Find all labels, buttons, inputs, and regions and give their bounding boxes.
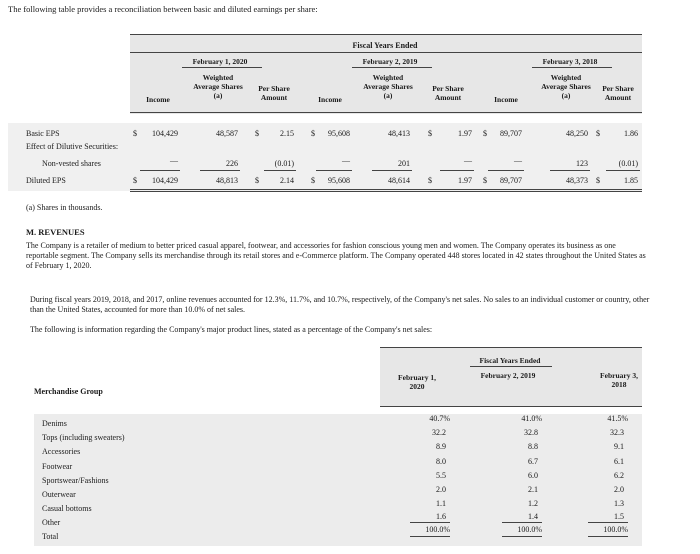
col-pershare-2: Per Share Amount xyxy=(432,84,464,102)
col-shares-2: Weighted Average Shares (a) xyxy=(363,73,413,100)
rule xyxy=(316,170,352,171)
sym: $ xyxy=(483,129,487,138)
col-income-1: Income xyxy=(146,95,170,104)
rule xyxy=(470,366,552,367)
nonvested-pershare-1: (0.01) xyxy=(274,159,294,168)
merch-row-label: Accessories xyxy=(42,447,81,456)
col-shares-1: Weighted Average Shares (a) xyxy=(193,73,243,100)
merch-v3: 9.1 xyxy=(614,442,624,451)
nonvested-income-2: — xyxy=(342,156,350,165)
merch-v3: 2.0 xyxy=(614,485,624,494)
section-title: M. REVENUES xyxy=(26,227,85,237)
revenues-paragraph-2: During fiscal years 2019, 2018, and 2017, online revenues accounted for 12.3%, 11.7%, and 10.7%, respectively, of the Company's net sales. No sales to an individual customer or country, other than the United States, accounted for more than 10.0% of net sales. xyxy=(30,295,650,314)
merch-v1: 40.7% xyxy=(429,414,450,423)
merch-v1: 32.2 xyxy=(432,428,446,437)
nonvested-shares-2: 201 xyxy=(398,159,410,168)
merch-v2: 32.8 xyxy=(524,428,538,437)
merch-col-1: February 1, 2020 xyxy=(398,373,436,391)
merch-row-label: Other xyxy=(42,518,61,527)
merch-row-label: Casual bottoms xyxy=(42,504,92,513)
nonvested-pershare-2: — xyxy=(464,156,472,165)
merch-v3: 1.3 xyxy=(614,499,624,508)
merch-row-label: Footwear xyxy=(42,462,73,471)
rule xyxy=(488,170,524,171)
dilutive-label: Effect of Dilutive Securities: xyxy=(26,142,119,151)
rule xyxy=(502,522,542,523)
merch-v3-total: 100.0% xyxy=(603,525,628,534)
diluted-pershare-3: 1.85 xyxy=(624,176,638,185)
diluted-pershare-1: 2.14 xyxy=(280,176,294,185)
col-income-2: Income xyxy=(318,95,342,104)
col-shares-3: Weighted Average Shares (a) xyxy=(541,73,591,100)
merch-v1: 2.0 xyxy=(436,485,446,494)
basic-income-3: 89,707 xyxy=(500,129,522,138)
rule xyxy=(550,170,590,171)
eps-period-2: February 2, 2019 xyxy=(362,57,418,66)
diluted-shares-1: 48,813 xyxy=(216,176,238,185)
merch-v2-total: 100.0% xyxy=(517,525,542,534)
basic-pershare-2: 1.97 xyxy=(458,129,472,138)
merch-row-label: Denims xyxy=(42,419,67,428)
merch-v1-total: 100.0% xyxy=(425,525,450,534)
basic-pershare-3: 1.86 xyxy=(624,129,638,138)
sym: $ xyxy=(428,176,432,185)
merch-v2: 41.0% xyxy=(521,414,542,423)
col-income-3: Income xyxy=(494,95,518,104)
merch-super-header: Fiscal Years Ended xyxy=(479,356,541,365)
merch-v3: 32.3 xyxy=(610,428,624,437)
diluted-pershare-2: 1.97 xyxy=(458,176,472,185)
sym: $ xyxy=(255,176,259,185)
merch-v2: 2.1 xyxy=(528,485,538,494)
basic-income-2: 95,608 xyxy=(328,129,350,138)
merch-v3: 6.2 xyxy=(614,471,624,480)
merch-v2: 1.2 xyxy=(528,499,538,508)
basic-shares-2: 48,413 xyxy=(388,129,410,138)
merch-v1: 5.5 xyxy=(436,471,446,480)
rule xyxy=(264,170,296,171)
intro-text: The following table provides a reconciliation between basic and diluted earnings per share: xyxy=(8,4,318,14)
basic-pershare-1: 2.15 xyxy=(280,129,294,138)
merch-row-label-total: Total xyxy=(42,532,59,541)
eps-period-1: February 1, 2020 xyxy=(192,57,248,66)
diluted-shares-2: 48,614 xyxy=(388,176,410,185)
basic-income-1: 104,429 xyxy=(152,129,178,138)
nonvested-pershare-3: (0.01) xyxy=(618,159,638,168)
rule xyxy=(130,52,642,53)
sym: $ xyxy=(483,176,487,185)
rule xyxy=(440,170,474,171)
rule xyxy=(182,67,262,68)
rule xyxy=(588,536,628,537)
revenues-paragraph-3: The following is information regarding the Company's major product lines, stated as a percentage of the Company's net sales: xyxy=(30,325,433,334)
rule xyxy=(606,170,640,171)
rule xyxy=(380,406,642,407)
nonvested-income-1: — xyxy=(170,156,178,165)
merch-v3: 1.5 xyxy=(614,512,624,521)
sym: $ xyxy=(428,129,432,138)
merch-v3: 6.1 xyxy=(614,457,624,466)
merch-row-label: Sportswear/Fashions xyxy=(42,476,109,485)
rule xyxy=(410,536,450,537)
diluted-shares-3: 48,373 xyxy=(566,176,588,185)
nonvested-shares-3: 123 xyxy=(576,159,588,168)
rule xyxy=(532,67,612,68)
footnote: (a) Shares in thousands. xyxy=(26,203,103,212)
rule xyxy=(140,170,180,171)
sym: $ xyxy=(255,129,259,138)
diluted-income-1: 104,429 xyxy=(152,176,178,185)
merch-v1: 8.9 xyxy=(436,442,446,451)
sym: $ xyxy=(596,176,600,185)
sym: $ xyxy=(311,176,315,185)
rule xyxy=(380,347,642,348)
nonvested-shares-1: 226 xyxy=(226,159,238,168)
merch-col-2: February 2, 2019 xyxy=(480,371,536,380)
rule xyxy=(200,170,240,171)
sym: $ xyxy=(311,129,315,138)
merch-v1: 8.0 xyxy=(436,457,446,466)
diluted-income-3: 89,707 xyxy=(500,176,522,185)
merch-col-3: February 3, 2018 xyxy=(600,371,638,389)
row-label-nonvested: Non-vested shares xyxy=(42,159,101,168)
basic-shares-3: 48,250 xyxy=(566,129,588,138)
rule xyxy=(130,34,642,35)
col-pershare-1: Per Share Amount xyxy=(258,84,290,102)
merch-v2: 1.4 xyxy=(528,512,538,521)
rule xyxy=(410,522,450,523)
merch-v2: 6.0 xyxy=(528,471,538,480)
col-pershare-3: Per Share Amount xyxy=(602,84,634,102)
nonvested-income-3: — xyxy=(514,156,522,165)
merch-v1: 1.6 xyxy=(436,512,446,521)
rule xyxy=(372,170,412,171)
eps-period-3: February 3, 2018 xyxy=(542,57,598,66)
rule xyxy=(588,522,628,523)
row-label-diluted: Diluted EPS xyxy=(26,176,66,185)
merch-row-label: Outerwear xyxy=(42,490,76,499)
row-label-basic: Basic EPS xyxy=(26,129,60,138)
rule xyxy=(130,191,642,192)
merch-v2: 8.8 xyxy=(528,442,538,451)
rule xyxy=(502,536,542,537)
merch-v2: 6.7 xyxy=(528,457,538,466)
merch-group-header: Merchandise Group xyxy=(34,387,103,396)
rule xyxy=(130,189,642,190)
diluted-income-2: 95,608 xyxy=(328,176,350,185)
merch-row-label: Tops (including sweaters) xyxy=(42,433,125,442)
sym: $ xyxy=(596,129,600,138)
merch-body-band xyxy=(34,414,642,546)
basic-shares-1: 48,587 xyxy=(216,129,238,138)
revenues-paragraph-1: The Company is a retailer of medium to better priced casual apparel, footwear, and accessories for fashion conscious young men and women. The Company operates its business as one reportable segment. The Company sells its merchandise through its retail stores and e-Commerce platform. The Company operated 448 stores located in 42 states throughout the United States as of February 1, 2020. xyxy=(26,241,646,270)
merch-v1: 1.1 xyxy=(436,499,446,508)
sym: $ xyxy=(133,176,137,185)
eps-super-header: Fiscal Years Ended xyxy=(352,41,418,50)
rule xyxy=(352,67,432,68)
sym: $ xyxy=(133,129,137,138)
rule xyxy=(130,112,642,113)
merch-v3: 41.5% xyxy=(607,414,628,423)
